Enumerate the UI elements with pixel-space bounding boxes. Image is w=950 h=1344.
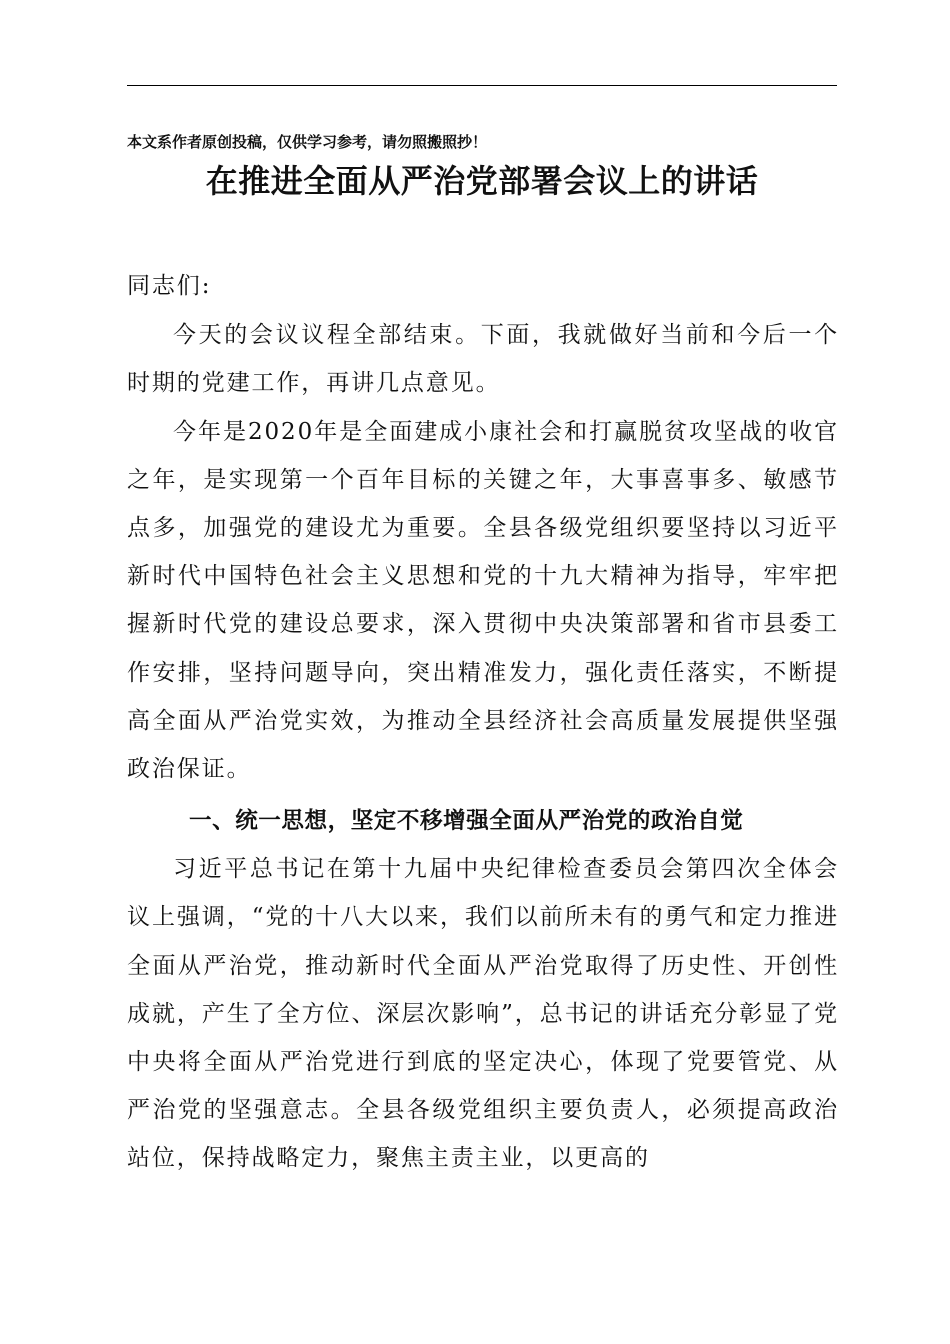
section-heading-1: 一、统一思想，坚定不移增强全面从严治党的政治自觉 (189, 808, 744, 835)
section-1-paragraph: 习近平总书记在第十九届中央纪律检查委员会第四次全体会议上强调，“党的十八大以来，我们以前所未有的勇气和定力推进全面从严治党，推动新时代全面从严治党取得了历史性、开创性成就，产生了全方位、深层次影响”，总书记的讲话充分彰显了党中央将全面从严治党进行到底的坚定决心，体现了党要管党、从严治党的坚强意志。全县各级党组织主要负责人，必须提高政治站位，保持战略定力，聚焦主责主业，以更高的 (127, 856, 839, 1172)
paragraph-intro: 今天的会议议程全部结束。下面，我就做好当前和今后一个时期的党建工作，再讲几点意见。 (127, 322, 839, 397)
paragraph-overview: 今年是2020年是全面建成小康社会和打赢脱贫攻坚战的收官之年，是实现第一个百年目标的关键之年，大事喜事多、敏感节点多，加强党的建设尤为重要。全县各级党组织要坚持以习近平新时代中国特色社会主义思想和党的十九大精神为指导，牢牢把握新时代党的建设总要求，深入贯彻中央决策部署和省市县委工作安排，坚持问题导向，突出精准发力，强化责任落实，不断提高全面从严治党实效，为推动全县经济社会高质量发展提供坚强政治保证。 (127, 418, 839, 783)
page-title: 在推进全面从严治党部署会议上的讲话 (205, 162, 759, 200)
header-rule (127, 85, 837, 86)
copyright-notice: 本文系作者原创投稿，仅供学习参考，请勿照搬照抄！ (127, 133, 488, 151)
greeting: 同志们: (127, 273, 212, 299)
document-body (127, 262, 839, 1183)
